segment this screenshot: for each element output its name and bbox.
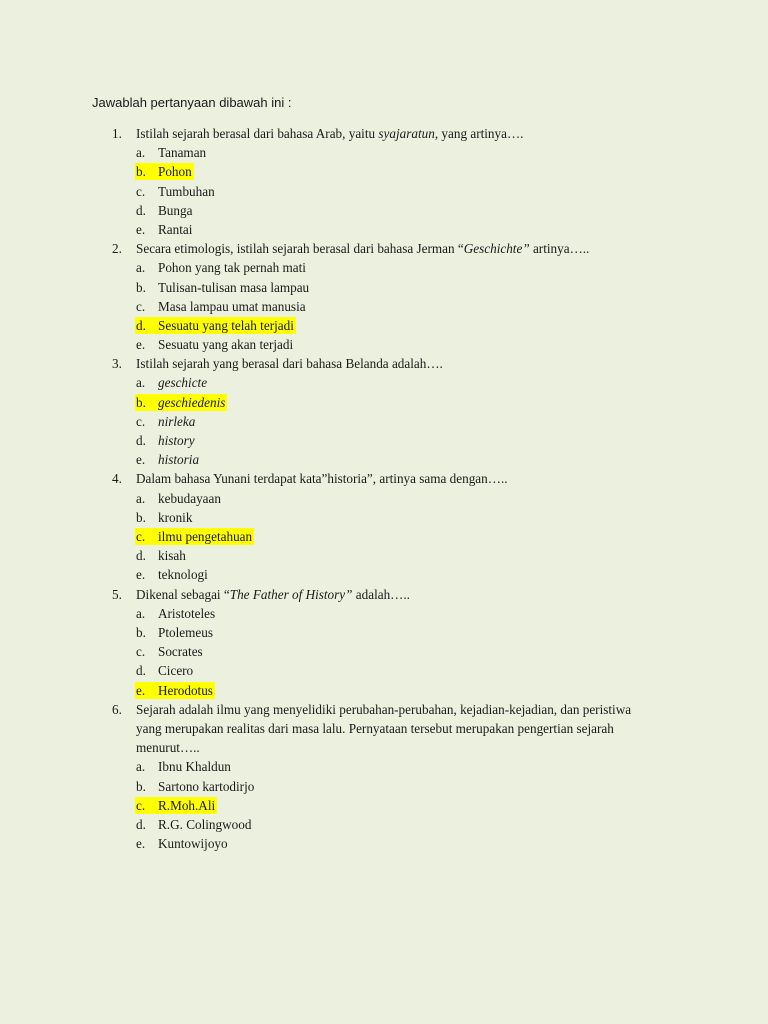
option-text: Ibnu Khaldun [158,759,231,775]
answer-option [136,527,636,546]
option-list [136,757,636,853]
option-list [136,373,636,469]
answer-option [136,796,636,815]
answer-option [136,412,636,431]
question-text [136,700,636,758]
option-text: Kuntowijoyo [158,836,228,852]
question-item [0,124,636,239]
option-text: Bunga [158,202,193,218]
question-item [0,585,636,700]
option-letter: b. [136,509,146,525]
option-letter: c. [136,298,146,314]
answer-option [136,335,636,354]
answer-option [136,431,636,450]
answer-option [136,642,636,661]
question-text-part: artinya….. [529,241,590,257]
option-text: ilmu pengetahuan [158,529,253,544]
option-body [135,624,215,641]
answer-option [136,834,636,853]
option-text: historia [158,452,200,468]
option-body [135,758,233,775]
option-text: Aristoteles [158,605,216,621]
option-body [135,643,205,660]
option-letter: e. [136,567,146,583]
option-text: Masa lampau umat manusia [158,298,306,314]
option-body [135,778,256,795]
option-text: kronik [158,509,193,525]
answer-option [136,604,636,623]
question-number: 1. [112,126,122,141]
option-text: Rantai [158,221,193,237]
highlighted-answer [135,682,215,699]
question-item [0,239,636,354]
option-letter: a. [136,375,146,391]
answer-option [136,297,636,316]
answer-option [136,278,636,297]
question-text [136,585,636,604]
question-text-part: Geschichte” [463,241,530,257]
option-letter: d. [136,816,146,832]
option-letter: a. [136,260,146,276]
answer-option [136,450,636,469]
answer-option [136,681,636,700]
option-letter: d. [136,202,146,218]
question-number: 6. [112,701,122,717]
option-text: history [158,433,195,449]
question-text [136,469,636,488]
option-body [135,490,223,507]
option-letter: c. [136,644,146,660]
option-letter: c. [136,797,146,813]
option-body [135,202,194,219]
option-text: Tulisan-tulisan masa lampau [158,279,310,295]
answer-option [136,201,636,220]
question-number: 2. [112,241,122,257]
question-text-part: adalah….. [352,586,410,602]
option-letter: e. [136,452,146,468]
answer-option [136,258,636,277]
option-body [135,298,308,315]
option-body [135,413,197,430]
option-body [135,662,195,679]
option-letter: e. [136,682,146,698]
option-letter: c. [136,529,146,544]
option-text: geschicte [158,375,208,391]
option-letter: d. [136,663,146,679]
question-text-part: Secara etimologis, istilah sejarah berasal dari bahasa Jerman “ [136,241,464,257]
option-text: Pohon [158,164,192,180]
option-text: Cicero [158,663,194,679]
option-list [136,489,636,585]
option-letter: d. [136,433,146,449]
option-body [135,374,209,391]
question-text-part: The Father of History” [229,586,353,602]
question-text-part: Sejarah adalah ilmu yang menyelidiki perubahan-perubahan, kejadian-kejadian, dan peristiwa yang merupakan realitas dari masa lalu. Pernyataan tersebut merupakan pengertian sejarah menurut….. [136,701,632,756]
question-item [0,354,636,469]
answer-option [136,220,636,239]
question-text-part: Dikenal sebagai “ [136,586,230,602]
answer-option [136,777,636,796]
option-body [135,279,311,296]
answer-option [136,508,636,527]
option-text: teknologi [158,567,208,583]
option-text: Sartono kartodirjo [158,778,255,794]
question-number: 4. [112,471,122,487]
option-body [135,144,208,161]
question-text [136,124,636,143]
option-letter: c. [136,183,146,199]
option-letter: a. [136,490,146,506]
answer-option [136,815,636,834]
question-text-part: Istilah sejarah berasal dari bahasa Arab, yaitu [136,126,379,141]
option-text: kebudayaan [158,490,221,506]
option-body [135,835,230,852]
question-text-part: Istilah sejarah yang berasal dari bahasa Belanda adalah…. [136,356,443,372]
option-body [135,221,194,238]
option-body [135,259,308,276]
highlighted-answer [135,163,194,180]
option-body [135,509,194,526]
answer-option [136,489,636,508]
option-text: Socrates [158,644,203,660]
option-letter: e. [136,836,146,852]
option-text: R.G. Colingwood [158,816,252,832]
option-text: geschiedenis [158,394,226,410]
option-list [136,143,636,239]
option-letter: e. [136,337,146,353]
answer-option [136,373,636,392]
highlighted-answer [135,317,296,334]
instruction-heading: Jawablah pertanyaan dibawah ini : [92,95,292,110]
question-text-part: yang artinya…. [438,126,524,141]
answer-option [136,316,636,335]
option-body [135,547,188,564]
option-letter: b. [136,778,146,794]
option-list [136,258,636,354]
question-item [0,700,636,854]
option-body [135,432,197,449]
answer-option [136,546,636,565]
option-text: Herodotus [158,682,213,698]
option-body [135,336,295,353]
answer-option [136,182,636,201]
answer-option [136,565,636,584]
question-text [136,239,636,258]
option-text: kisah [158,548,186,564]
option-text: Sesuatu yang telah terjadi [158,317,294,333]
option-list [136,604,636,700]
option-text: Tanaman [158,145,207,161]
option-letter: b. [136,279,146,295]
option-body [135,183,217,200]
option-letter: b. [136,624,146,640]
answer-option [136,661,636,680]
question-list [0,124,768,853]
highlighted-answer [135,797,217,814]
answer-option [136,162,636,181]
option-letter: a. [136,759,146,775]
option-body [135,566,210,583]
option-letter: d. [136,317,146,333]
option-body [135,816,253,833]
question-item [0,469,636,584]
option-text: Ptolemeus [158,624,213,640]
option-text: nirleka [158,413,196,429]
option-text: Sesuatu yang akan terjadi [158,337,294,353]
highlighted-answer [135,394,227,411]
answer-option [136,393,636,412]
question-text [136,354,636,373]
answer-option [136,757,636,776]
answer-option [136,623,636,642]
option-letter: d. [136,548,146,564]
option-body [135,451,201,468]
option-letter: b. [136,164,146,180]
option-letter: e. [136,221,146,237]
option-text: Pohon yang tak pernah mati [158,260,306,276]
highlighted-answer [135,528,254,545]
option-letter: a. [136,605,146,621]
question-text-part: Dalam bahasa Yunani terdapat kata”historia”, artinya sama dengan….. [136,471,508,487]
answer-option [136,143,636,162]
option-text: R.Moh.Ali [158,797,216,813]
question-text-part: syajaratun, [378,126,439,141]
option-letter: a. [136,145,146,161]
option-text: Tumbuhan [158,183,215,199]
question-number: 3. [112,356,122,372]
option-body [135,605,217,622]
option-letter: c. [136,413,146,429]
option-letter: b. [136,394,146,410]
question-number: 5. [112,586,122,602]
